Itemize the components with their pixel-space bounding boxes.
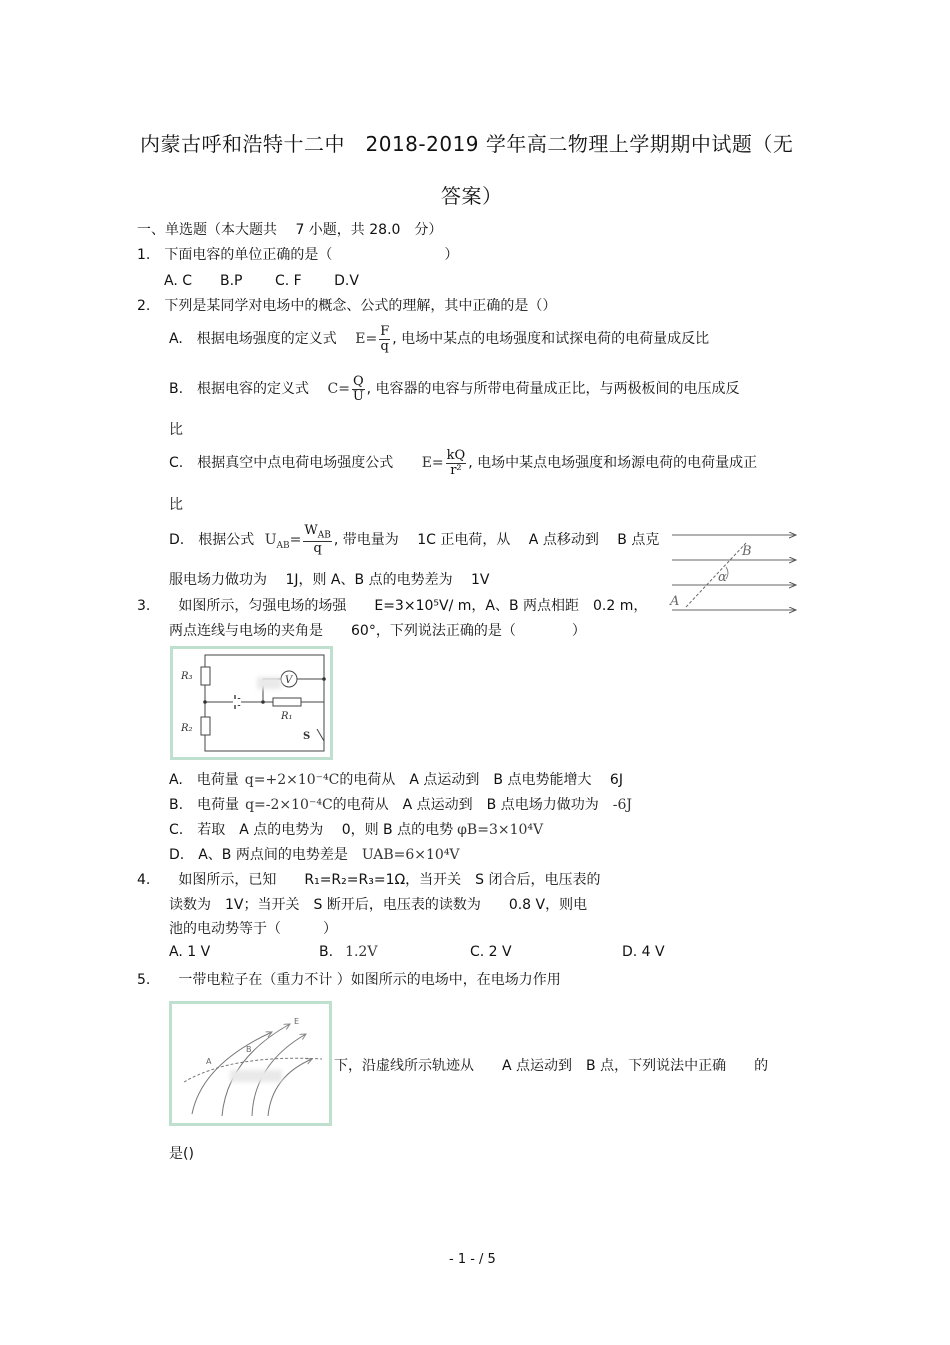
q3-option-a: A. 电荷量 q=+2×10⁻⁴C的电荷从 A 点运动到 B 点电势能增大 6J [169,772,623,788]
point-a-label: A [670,594,680,609]
q3-d-formula: UAB=6×10⁴V [361,847,460,863]
q3-option-b: B. 电荷量 q=-2×10⁻⁴C的电荷从 A 点运动到 B 点电场力做功为 -6J [169,797,632,813]
q3-stem-2: 两点连线与电场的夹角是 60°，下列说法正确的是（ ） [169,623,586,639]
q2-b-formula: C= [327,381,350,398]
q2-option-a [169,325,709,353]
angle-alpha-label: α [718,570,727,585]
q2-c-formula: E= [421,455,444,472]
particle-field-figure [169,1001,332,1126]
r1-resistor [273,698,301,706]
point-b-label: B [742,544,752,559]
field-line-4 [268,1059,312,1116]
q4-option-b: B. 1.2V [319,944,378,960]
switch-s [317,729,324,741]
q2-b-cont: 比 [169,422,183,438]
q2-c-cont: 比 [169,497,183,513]
q2-d-text: D. 根据公式 [169,531,255,548]
q2-d-formula: $U_{AB}=$ [264,531,302,551]
uniform-field-figure [668,527,802,617]
q2-a-text-post: , 电场中某点的电场强度和试探电荷的电荷量成反比 [392,331,710,348]
q3-b-value: -6J [612,797,632,813]
q1-options: A. C B.P C. F D.V [164,273,359,289]
circuit-figure [170,646,333,760]
page-title-cont: 答案） [441,184,503,208]
q2-d-text-post: , 带电量为 1C 正电荷，从 A 点移动到 B 点克 [333,531,660,548]
q2-b-text: B. 根据电容的定义式 [169,381,310,398]
q2-stem: 2. 下列是某同学对电场中的概念、公式的理解，其中正确的是（） [137,298,557,314]
q2-option-c [169,449,757,477]
ab-segment [686,543,746,607]
field-e-label: E [294,1017,300,1026]
q4-stem-1: 4. 如图所示，已知 R₁=R₂=R₃=1Ω，当开关 S 闭合后，电压表的 [137,872,601,888]
q4-option-c: C. 2 V [470,944,512,960]
q2-d-cont: 服电场力做功为 1J，则 A、B 点的电势差为 1V [169,572,490,588]
q2-a-formula: E= [355,331,378,348]
q3-c-formula: φB=3×10⁴V [457,822,544,838]
r3-label: R₃ [181,671,193,682]
q4-stem-3: 池的电动势等于（ ） [169,921,337,937]
q1-stem: 1. 下面电容的单位正确的是（ ） [137,247,459,263]
q2-b-text-post: , 电容器的电容与所带电荷量成正比，与两极板间的电压成反 [366,381,740,398]
point-b-label: B [246,1045,252,1054]
q2-a-text: A. 根据电场强度的定义式 [169,331,337,348]
q4-option-d: D. 4 V [622,944,665,960]
smudge [257,677,281,689]
r2-resistor [201,717,210,735]
q2-c-fraction: $\frac{kQ}{\text{r²}}$ [446,448,466,478]
q4-option-a: A. 1 V [169,944,211,960]
q3-stem-1: 3. 如图所示，匀强电场的场强 E=3×10⁵V/ m，A、B 两点相距 0.2 m， [137,598,648,614]
q3-a-formula: q=+2×10⁻⁴C [244,772,340,788]
page-number: - 1 - / 5 [449,1252,496,1267]
q2-c-text: C. 根据真空中点电荷电场强度公式 [169,455,394,472]
switch-label: S [303,731,311,742]
point-a-label: A [206,1057,212,1066]
q5-stem-1: 5. 一带电粒子在（重力不计 ）如图所示的电场中，在电场力作用 [137,972,561,988]
q5-stem-3: 是() [169,1146,194,1162]
q2-d-fraction: $\frac{W_{AB}}{q}$ [304,523,331,557]
q3-option-c: C. 若取 A 点的电势为 0，则 B 点的电势 φB=3×10⁴V [169,822,544,838]
section-heading: 一、单选题（本大题共 7 小题，共 28.0 分） [137,222,443,238]
r3-resistor [201,667,210,685]
r1-label: R₁ [281,711,293,722]
svg-text:V: V [285,675,293,686]
q3-option-d: D. A、B 两点间的电势差是 UAB=6×10⁴V [169,847,460,863]
q3-b-formula: q=-2×10⁻⁴C [245,797,333,813]
q4-stem-2: 读数为 1V；当开关 S 断开后，电压表的读数为 0.8 V，则电 [169,897,588,913]
page-title: 内蒙古呼和浩特十二中 2018-2019 学年高二物理上学期期中试题（无 [140,132,794,156]
q2-a-fraction: $\frac{F}{q}$ [380,324,390,354]
q2-b-fraction: $\frac{Q}{U}$ [352,374,364,404]
q2-option-b [169,375,740,403]
q2-c-text-post: , 电场中某点电场强度和场源电荷的电荷量成正 [468,455,758,472]
smudge [230,1070,282,1082]
q5-stem-2: 下，沿虚线所示轨迹从 A 点运动到 B 点，下列说法中正确 的 [334,1058,769,1074]
r2-label: R₂ [181,723,193,734]
q2-option-d [169,524,659,556]
